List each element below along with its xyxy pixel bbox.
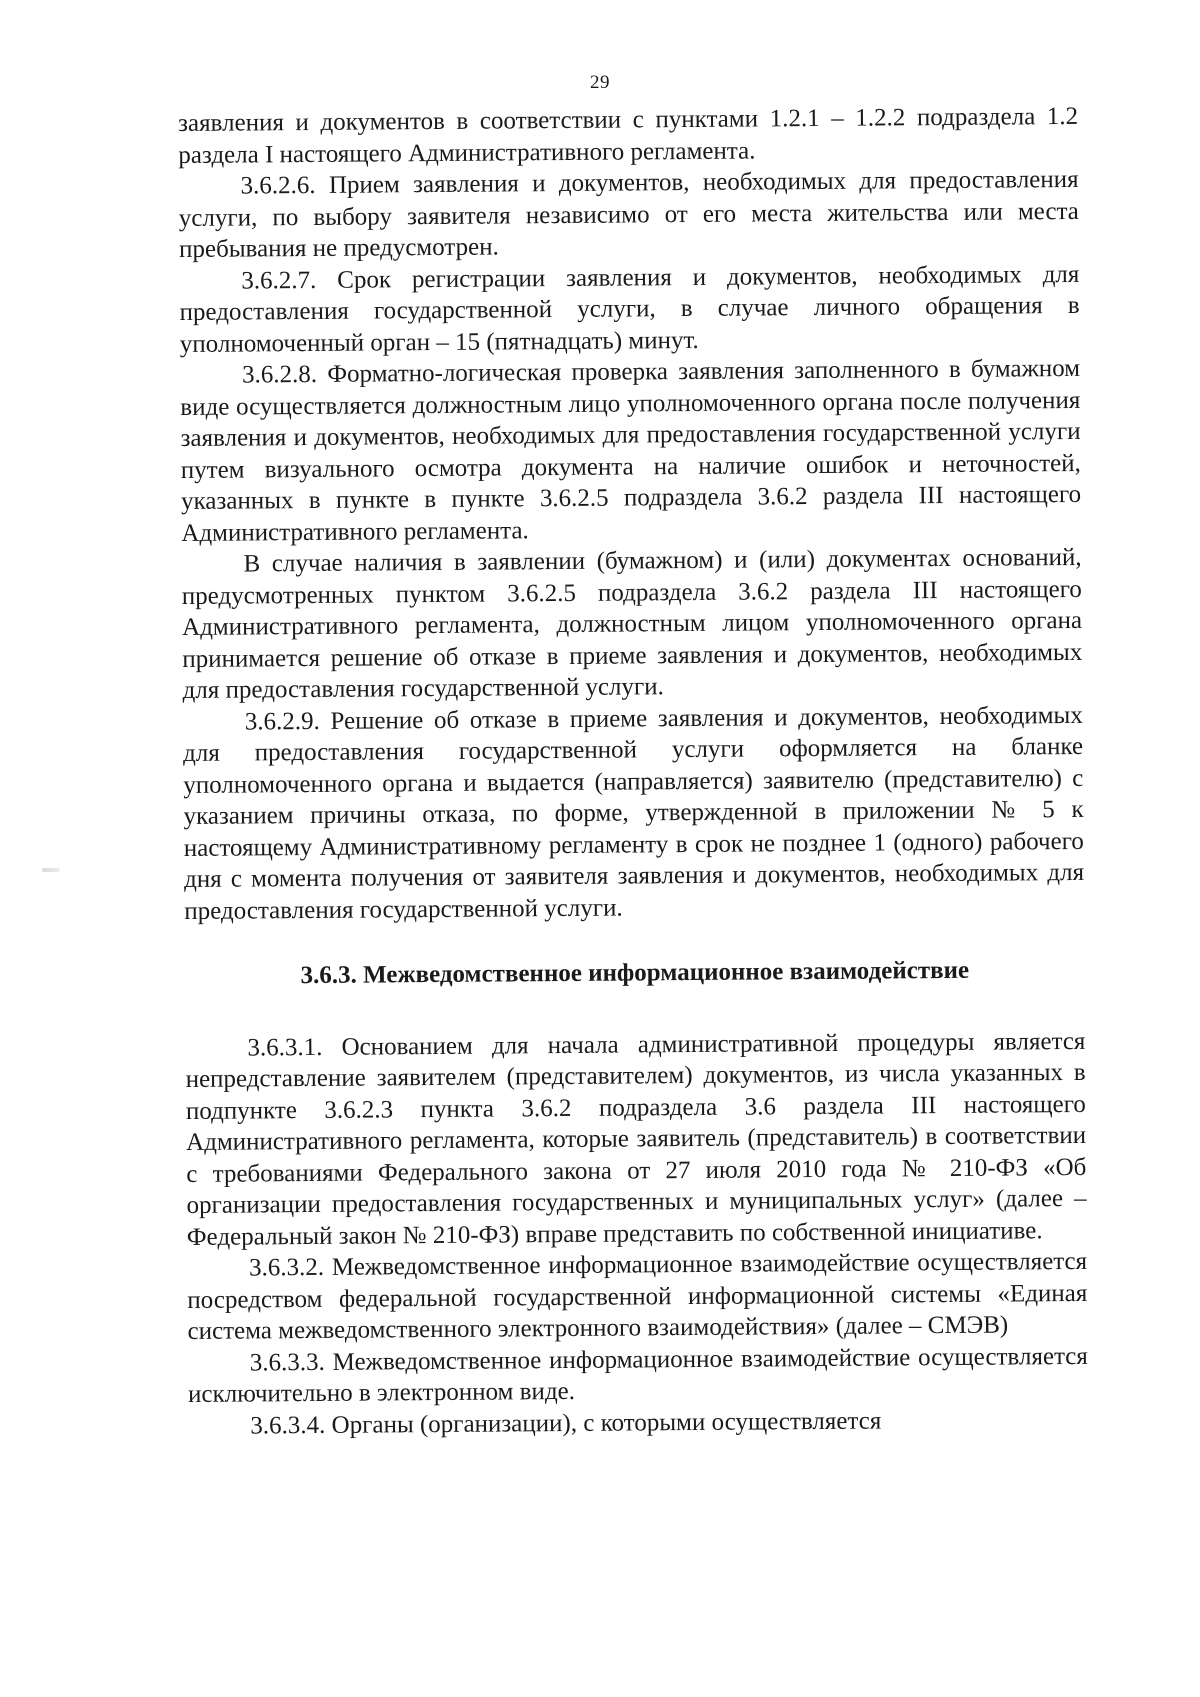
paragraph-3-6-3-2: 3.6.3.2. Межведомственное информационное взаимодействие осуществляется посредством федеральной государственной информационной системы «Единая система межведомственного электронного взаимодействия» (далее – СМЭВ)	[187, 1247, 1088, 1345]
scan-speck	[42, 868, 60, 872]
paragraph-continuation: заявления и документов в соответствии с пунктами 1.2.1 – 1.2.2 подраздела 1.2 раздела I настоящего Административного регламента.	[178, 102, 1079, 169]
paragraph-3-6-2-8: 3.6.2.8. Форматно-логическая проверка заявления заполненного в бумажном виде осуществляется должностным лицо уполномоченного органа после получения заявления и документов, необходимых для предоставления государственной услуги путем визуального осмотра документа на наличие ошибок и неточностей, указанных в пункте в пункте 3.6.2.5 подраздела 3.6.2 раздела III настоящего Административного регламента.	[180, 354, 1082, 547]
paragraph-3-6-2-6: 3.6.2.6. Прием заявления и документов, необходимых для предоставления услуги, по выбору заявителя независимо от его места жительства или места пребывания не предусмотрен.	[178, 165, 1079, 263]
paragraph-3-6-3-3: 3.6.3.3. Межведомственное информационное взаимодействие осуществляется исключительно в электронном виде.	[187, 1342, 1088, 1408]
paragraph-refusal-grounds: В случае наличия в заявлении (бумажном) и (или) документах оснований, предусмотренных пунктом 3.6.2.5 подраздела 3.6.2 раздела III настоящего Административного регламента, должностным лицом уполномоченного органа принимается решение об отказе в приеме заявления и документов, необходимых для предоставления государственной услуги.	[181, 543, 1083, 704]
section-heading: 3.6.3. Межведомственное информационное взаимодействие	[300, 956, 970, 990]
paragraph-3-6-3-1: 3.6.3.1. Основанием для начала административной процедуры является непредставление заявителем (представителем) документов, из числа указанных в подпункте 3.6.2.3 пункта 3.6.2 подраздела 3.6 раздела III настоящего Административного регламента, которые заявитель (представитель) в соответствии с требованиями Федерального закона от 27 июля 2010 года № 210-ФЗ «Об организации предоставления государственных и муниципальных услуг» (далее – Федеральный закон № 210-ФЗ) вправе представить по собственной инициативе.	[185, 1027, 1087, 1251]
document-body	[178, 101, 1088, 1442]
paragraph-3-6-2-9: 3.6.2.9. Решение об отказе в приеме заявления и документов, необходимых для предоставления государственной услуги оформляется на бланке уполномоченного органа и выдается (направляется) заявителю (представителю) с указанием причины отказа, по форме, утвержденной в приложении № 5 к настоящему Административному регламенту в срок не позднее 1 (одного) рабочего дня с момента получения от заявителя заявления и документов, необходимых для предоставления государственной услуги.	[182, 701, 1085, 925]
page-number: 29	[590, 72, 610, 93]
paragraph-3-6-2-7: 3.6.2.7. Срок регистрации заявления и документов, необходимых для предоставления государственной услуги, в случае личного обращения в уполномоченный орган – 15 (пятнадцать) минут.	[179, 260, 1080, 358]
paragraph-3-6-3-4: 3.6.3.4. Органы (организации), с которыми осуществляется	[250, 1407, 882, 1439]
